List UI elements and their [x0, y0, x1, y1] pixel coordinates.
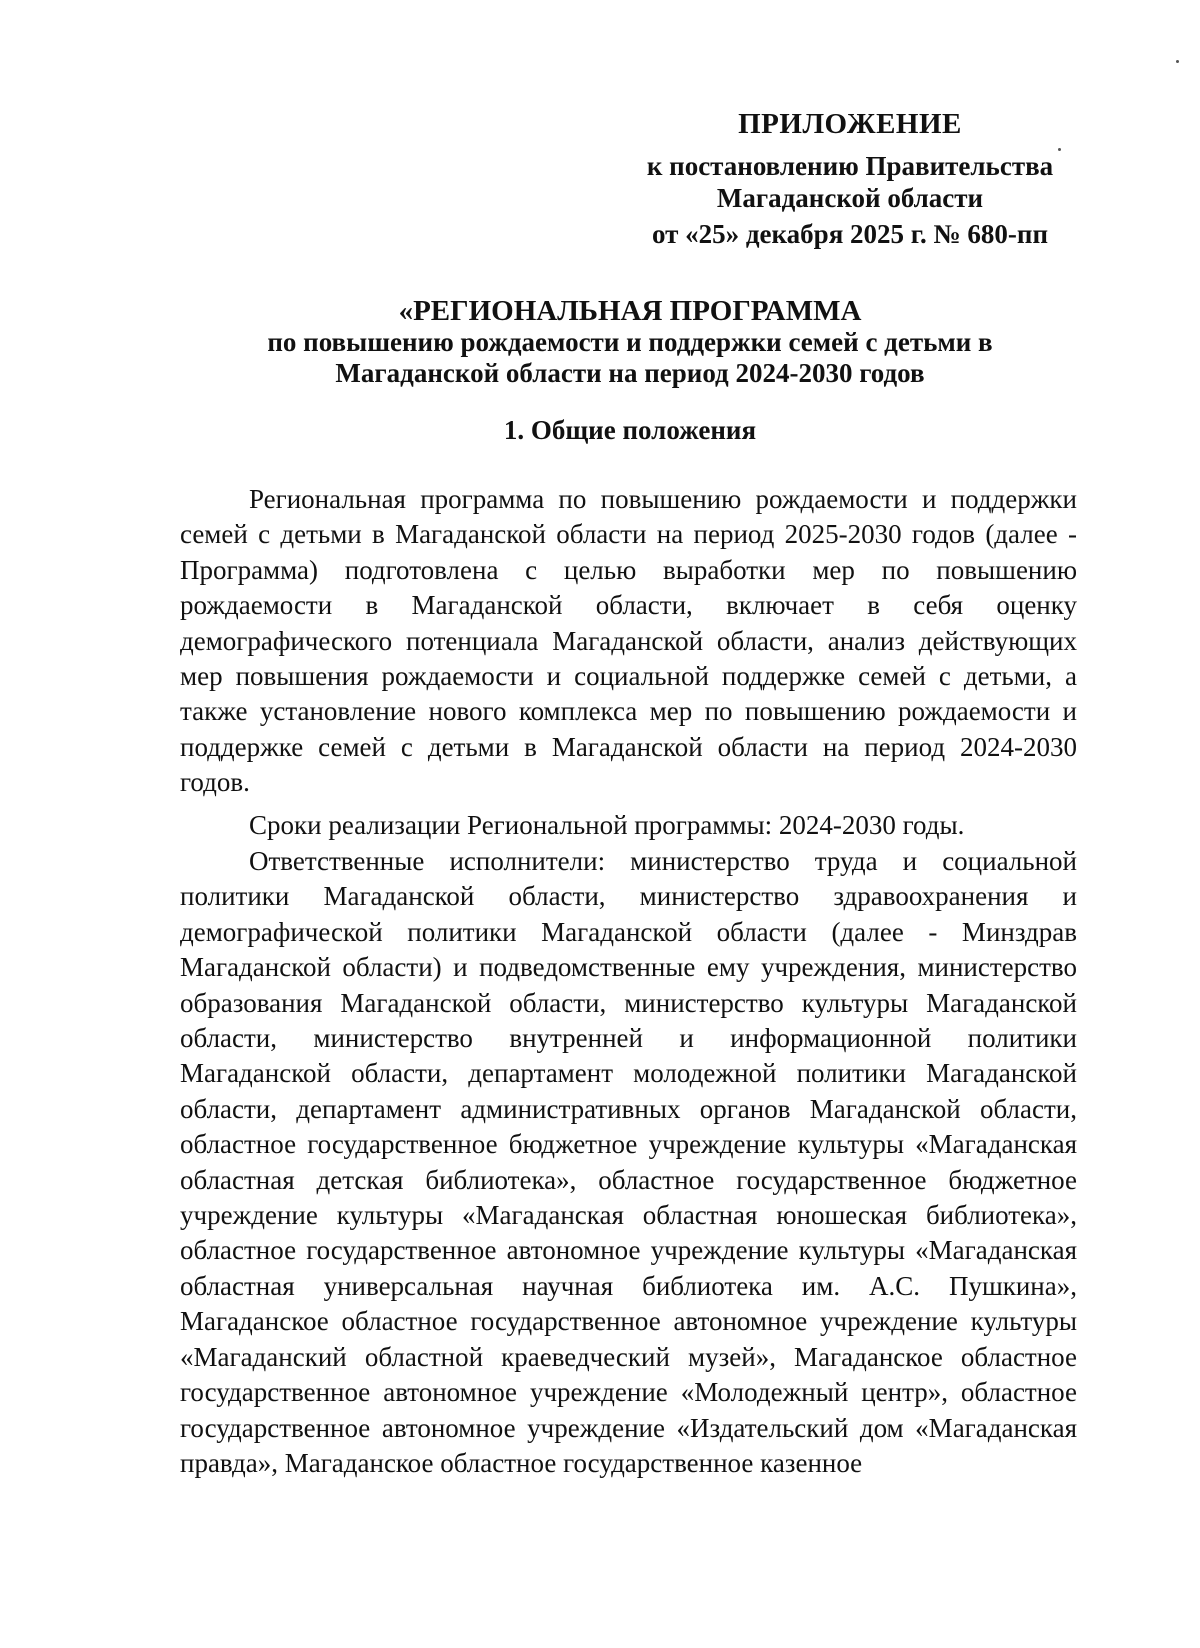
program-subtitle-line-1: по повышению рождаемости и поддержки семей с детьми в	[267, 327, 993, 357]
annex-title: ПРИЛОЖЕНИЕ	[738, 108, 962, 140]
section-heading: 1. Общие положения	[503, 415, 757, 445]
body-paragraph-3-block	[180, 844, 1077, 1481]
body-paragraph: Сроки реализации Региональной программы: 2024-2030 годы.	[249, 810, 965, 840]
body-paragraph: Ответственные исполнители: министерство труда и социальной политики Магаданской области, министерство здравоохранения и демографической политики Магаданской области (далее - Минздрав Магаданской области) и подведомственные ему учреждения, министерство образования Магаданской области, министерство культуры Магаданской области, министерство внутренней и информационной политики Магаданской области, департамент молодежной политики Магаданской области, департамент административных органов Магаданской области, областное государственное бюджетное учреждение культуры «Магаданская областная детская библиотека», областное государственное бюджетное учреждение культуры «Магаданская областная юношеская библиотека», областное государственное автономное учреждение культуры «Магаданская областная универсальная научная библиотека им. А.С. Пушкина», Магаданское областное государственное автономное учреждение культуры «Магаданский областной краеведческий музей», Магаданское областное государственное автономное учреждение «Молодежный центр», областное государственное автономное учреждение «Издательский дом «Магаданская правда», Магаданское областное государственное казенное	[180, 846, 1077, 1478]
annex-reference-line-1: к постановлению Правительства	[646, 151, 1054, 181]
scan-speck	[1176, 60, 1179, 63]
body-paragraph-2-block	[180, 808, 1077, 843]
body-paragraph-1-block	[180, 482, 1077, 801]
body-paragraph: Региональная программа по повышению рождаемости и поддержки семей с детьми в Магаданской области на период 2025-2030 годов (далее - Программа) подготовлена с целью выработки мер по повышению рождаемости в Магаданской области, включает в себя оценку демографического потенциала Магаданской области, анализ действующих мер повышения рождаемости и социальной поддержке семей с детьми, а также установление нового комплекса мер по повышению рождаемости и поддержке семей с детьми в Магаданской области на период 2024-2030 годов.	[180, 484, 1077, 798]
scan-speck	[1058, 148, 1061, 151]
annex-date-number: от «25» декабря 2025 г. № 680-пп	[651, 219, 1049, 249]
program-title: «РЕГИОНАЛЬНАЯ ПРОГРАММА	[398, 295, 862, 327]
annex-reference	[640, 150, 1060, 214]
program-subtitle-line-2: Магаданской области на период 2024-2030 годов	[335, 358, 925, 388]
annex-reference-line-2: Магаданской области	[716, 183, 984, 213]
program-title-block	[180, 296, 1080, 389]
